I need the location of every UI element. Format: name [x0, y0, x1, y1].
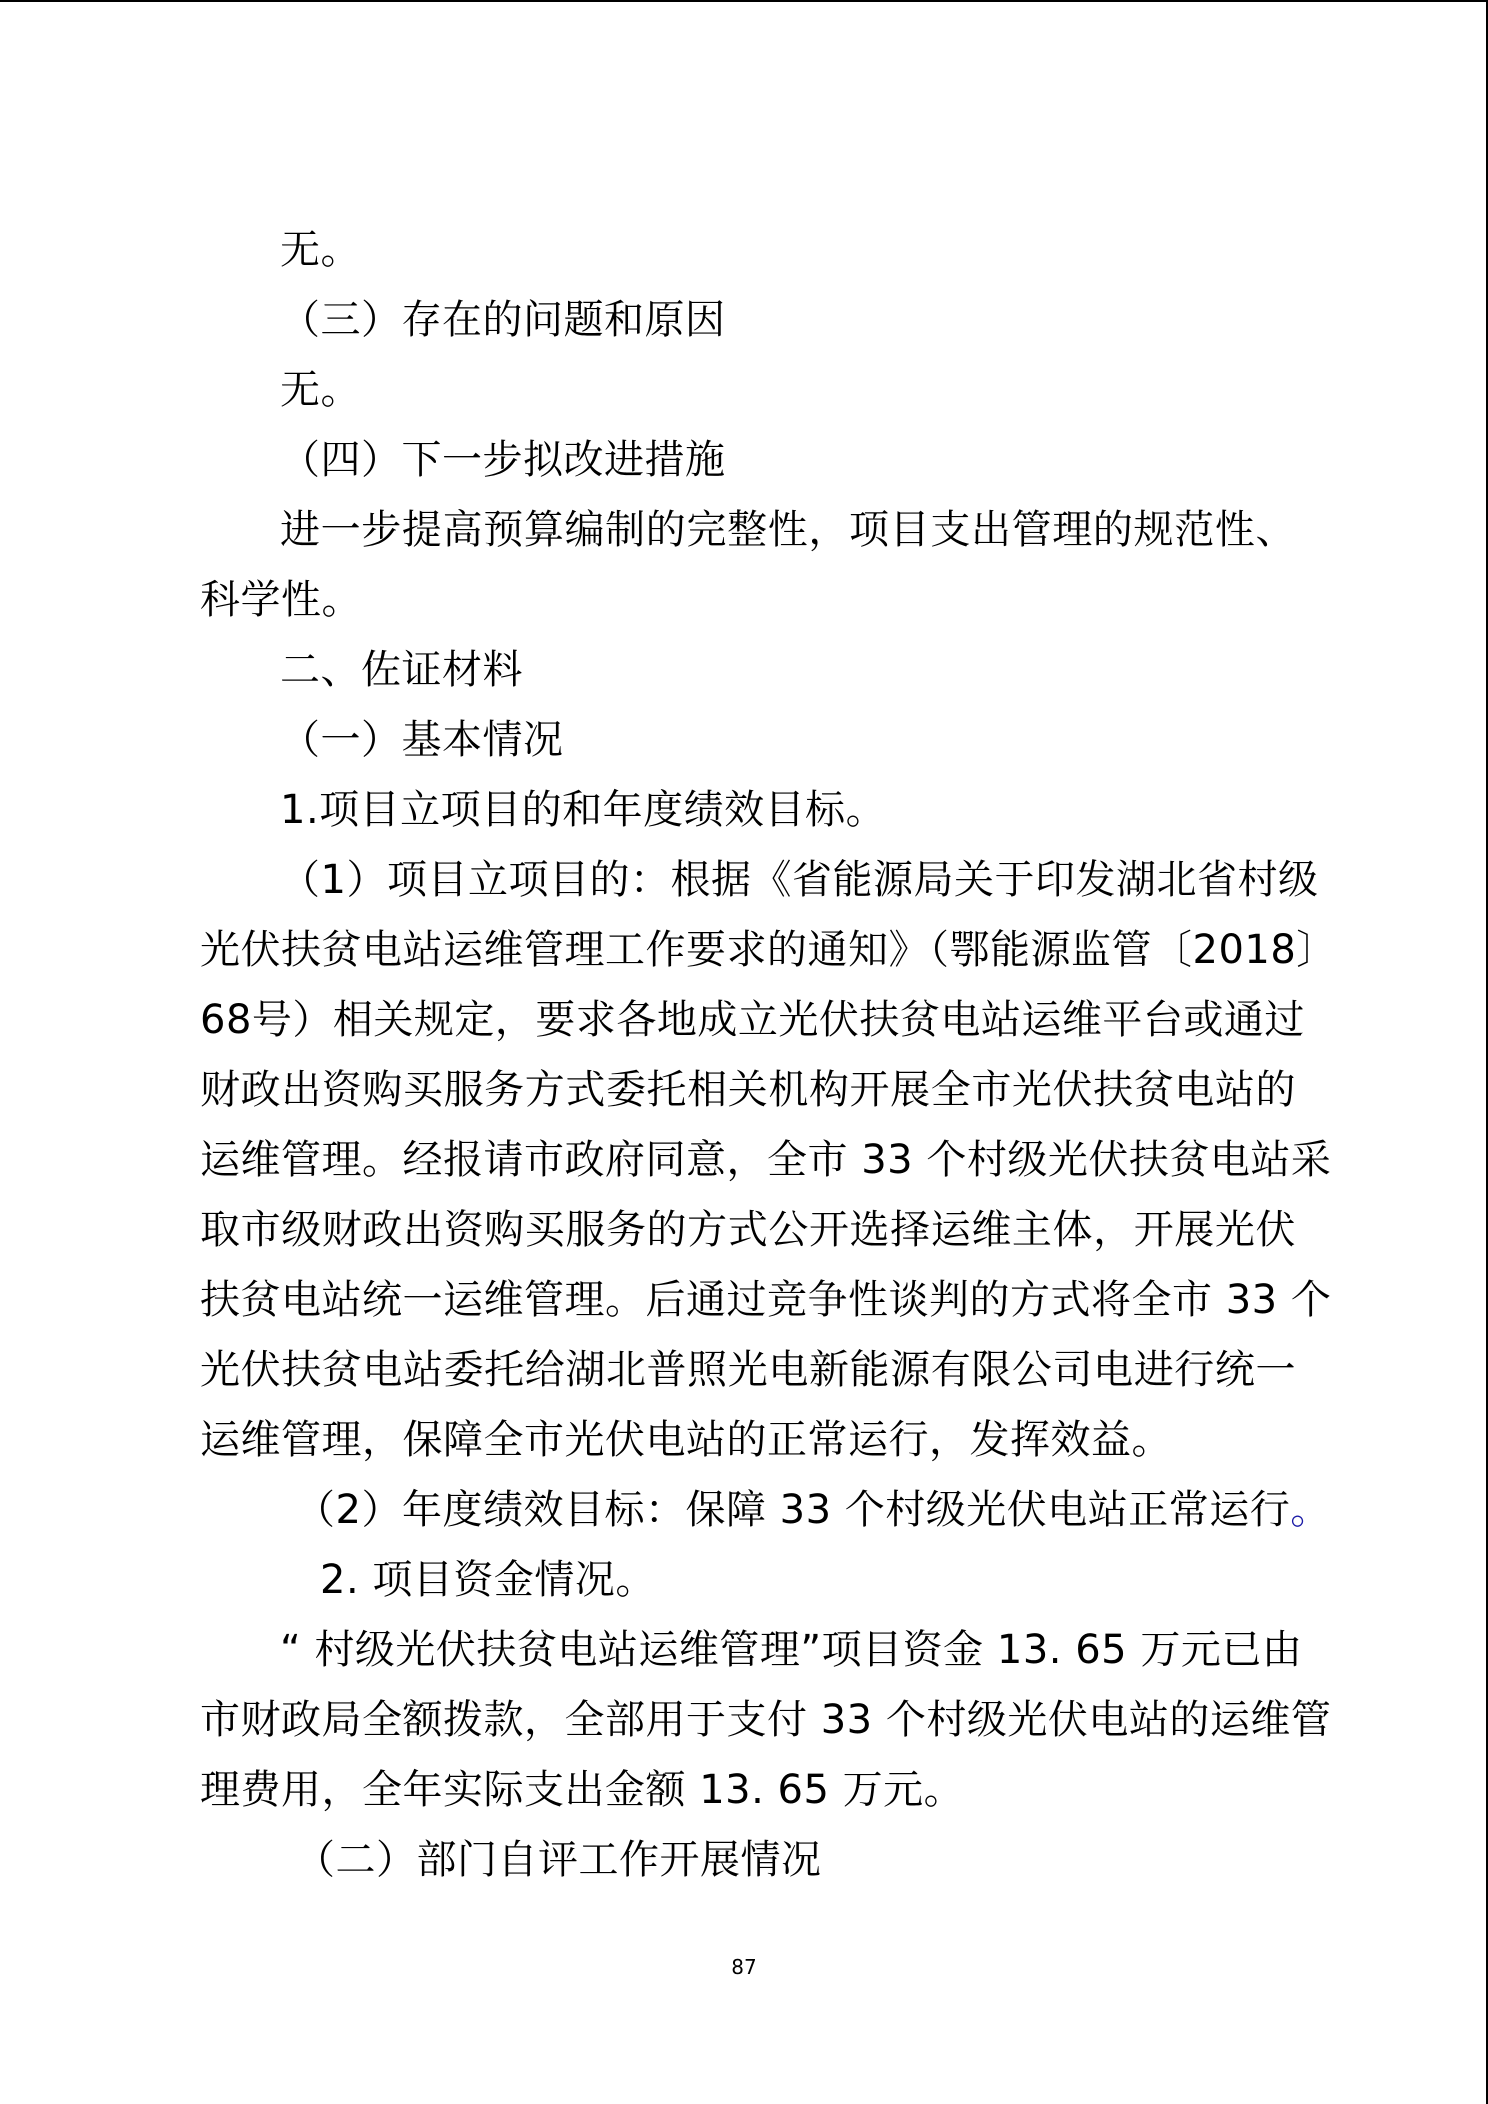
page-top-border — [0, 0, 1488, 2]
subheading-project-goals: 1.项目立项目的和年度绩效目标。 — [280, 787, 887, 833]
paragraph-line: 光伏扶贫电站运维管理工作要求的通知》（鄂能源监管〔2018〕 — [200, 927, 1337, 973]
paragraph-line: “ 村级光伏扶贫电站运维管理”项目资金 13. 65 万元已由 — [280, 1627, 1303, 1673]
annual-goal-text: （2）年度绩效目标：保障 33 个村级光伏电站正常运行 — [295, 1487, 1291, 1533]
page-number: 87 — [731, 1955, 757, 1979]
paragraph-line: 无。 — [280, 367, 361, 413]
paragraph-line: 扶贫电站统一运维管理。后通过竞争性谈判的方式将全市 33 个 — [200, 1277, 1332, 1323]
paragraph-line: 理费用，全年实际支出金额 13. 65 万元。 — [200, 1767, 965, 1813]
paragraph-line: 68号）相关规定，要求各地成立光伏扶贫电站运维平台或通过 — [200, 997, 1305, 1043]
paragraph-line — [200, 1475, 1331, 1545]
section-heading-evidence: 二、佐证材料 — [280, 647, 523, 693]
section-heading-basic-info: （一）基本情况 — [280, 717, 564, 763]
paragraph-line: 无。 — [280, 227, 361, 273]
paragraph-line: 运维管理，保障全市光伏电站的正常运行，发挥效益。 — [200, 1417, 1172, 1463]
document-body — [200, 215, 1337, 1895]
section-heading-problems: （三）存在的问题和原因 — [280, 297, 726, 343]
paragraph-line: 运维管理。经报请市政府同意，全市 33 个村级光伏扶贫电站采 — [200, 1137, 1332, 1183]
section-heading-next-steps: （四）下一步拟改进措施 — [280, 437, 726, 483]
paragraph-line: 财政出资购买服务方式委托相关机构开展全市光伏扶贫电站的 — [200, 1067, 1296, 1113]
paragraph-line: 科学性。 — [200, 577, 362, 623]
blue-period: 。 — [1290, 1487, 1331, 1533]
paragraph-line: 进一步提高预算编制的完整性，项目支出管理的规范性、 — [280, 507, 1296, 553]
section-heading-self-evaluation: （二）部门自评工作开展情况 — [295, 1837, 822, 1883]
paragraph-line: （1）项目立项目的：根据《省能源局关于印发湖北省村级 — [280, 857, 1319, 903]
paragraph-line: 市财政局全额拨款，全部用于支付 33 个村级光伏电站的运维管 — [200, 1697, 1332, 1743]
subheading-project-funds: 2. 项目资金情况。 — [320, 1557, 656, 1603]
paragraph-line: 光伏扶贫电站委托给湖北普照光电新能源有限公司电进行统一 — [200, 1347, 1296, 1393]
paragraph-line: 取市级财政出资购买服务的方式公开选择运维主体，开展光伏 — [200, 1207, 1296, 1253]
